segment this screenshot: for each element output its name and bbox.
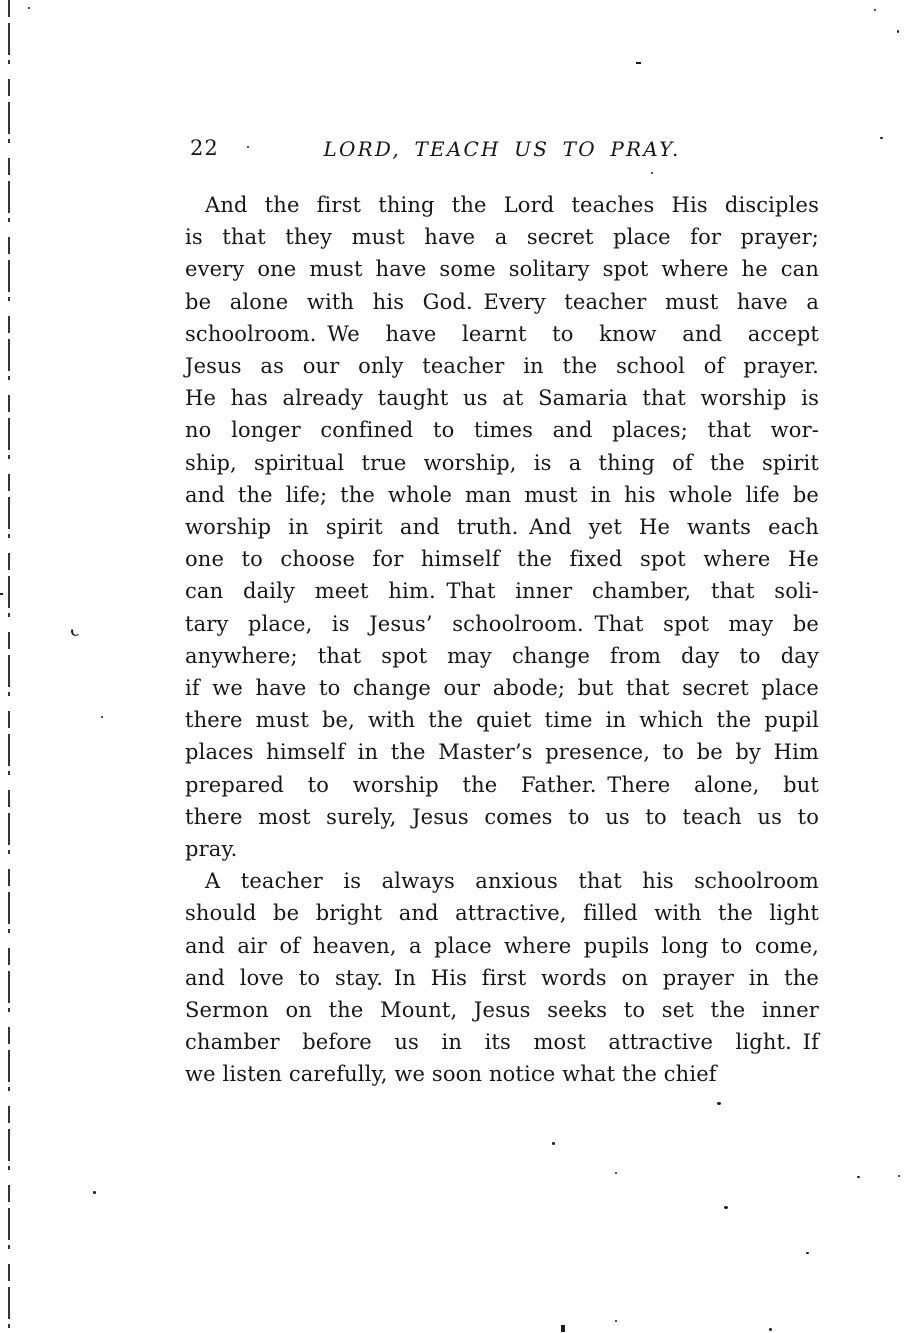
text-line: Jesus as our only teacher in the school of prayer. [185,354,819,379]
scan-speck [552,1142,555,1145]
text-line: ship, spiritual true worship, is a thing of the spirit [185,450,819,475]
scan-speck [101,716,103,718]
scan-speck [880,137,883,139]
text-line: Sermon on the Mount, Jesus seeks to set the inner [185,998,819,1023]
text-line: there most surely, Jesus comes to us to teach us to [185,804,819,829]
text-line: and love to stay. In His first words on prayer in the [185,965,819,990]
scan-speck [0,593,3,595]
scan-speck [651,172,653,174]
scan-speck [724,1206,728,1209]
text-line: there must be, with the quiet time in which the pupil [185,708,819,733]
scan-speck [897,30,899,33]
scan-speck [717,1102,721,1105]
scan-speck [615,1320,617,1322]
scan-speck [874,9,876,11]
page-body-text [185,189,819,1091]
text-line: worship in spirit and truth. And yet He wants each [185,515,819,540]
text-line: places himself in the Master’s presence, to be by Him [185,740,819,765]
text-line: schoolroom. We have learnt to know and accept [185,321,819,346]
page-number: 22 [190,136,219,160]
text-line: And the first thing the Lord teaches His disciples [205,193,819,217]
scan-speck [247,146,249,148]
text-line: A teacher is always anxious that his schoolroom [205,869,819,894]
text-line: anywhere; that spot may change from day to day [185,643,819,668]
scan-speck [93,1191,96,1194]
running-header-title: LORD, TEACH US TO PRAY. [323,137,681,161]
text-line: pray. [185,837,238,862]
scan-speck [615,1172,617,1174]
page-header [185,136,819,166]
paragraph [185,189,819,865]
page-gutter-line [8,0,10,1333]
text-line: can daily meet him. That inner chamber, that soli- [185,579,819,604]
scan-speck [769,1328,772,1331]
text-line: we listen carefully, we soon notice what the chief [185,1062,717,1087]
scan-speck [561,1325,565,1332]
scan-speck [806,1252,809,1254]
text-line: and air of heaven, a place where pupils long to come, [185,933,819,958]
text-line: every one must have some solitary spot where he can [185,257,819,282]
scan-speck [28,7,30,9]
text-line: should be bright and attractive, filled with the light [185,901,819,926]
text-line: be alone with his God. Every teacher must have a [185,289,819,314]
scan-speck [898,1175,900,1177]
text-line: if we have to change our abode; but that secret place [185,676,819,701]
text-line: tary place, is Jesus’ schoolroom. That spot may be [185,611,819,636]
scan-speck [636,62,641,64]
text-line: chamber before us in its most attractive light. If [185,1030,819,1055]
paragraph [185,865,819,1090]
text-line: one to choose for himself the fixed spot where He [185,547,819,572]
scan-speck [857,1176,860,1178]
text-line: is that they must have a secret place for prayer; [185,225,819,250]
text-line: and the life; the whole man must in his whole life be [185,482,819,507]
scan-speck [70,626,81,637]
text-line: no longer confined to times and places; that wor- [185,418,819,443]
text-line: He has already taught us at Samaria that worship is [185,386,819,411]
text-line: prepared to worship the Father. There alone, but [185,772,819,797]
